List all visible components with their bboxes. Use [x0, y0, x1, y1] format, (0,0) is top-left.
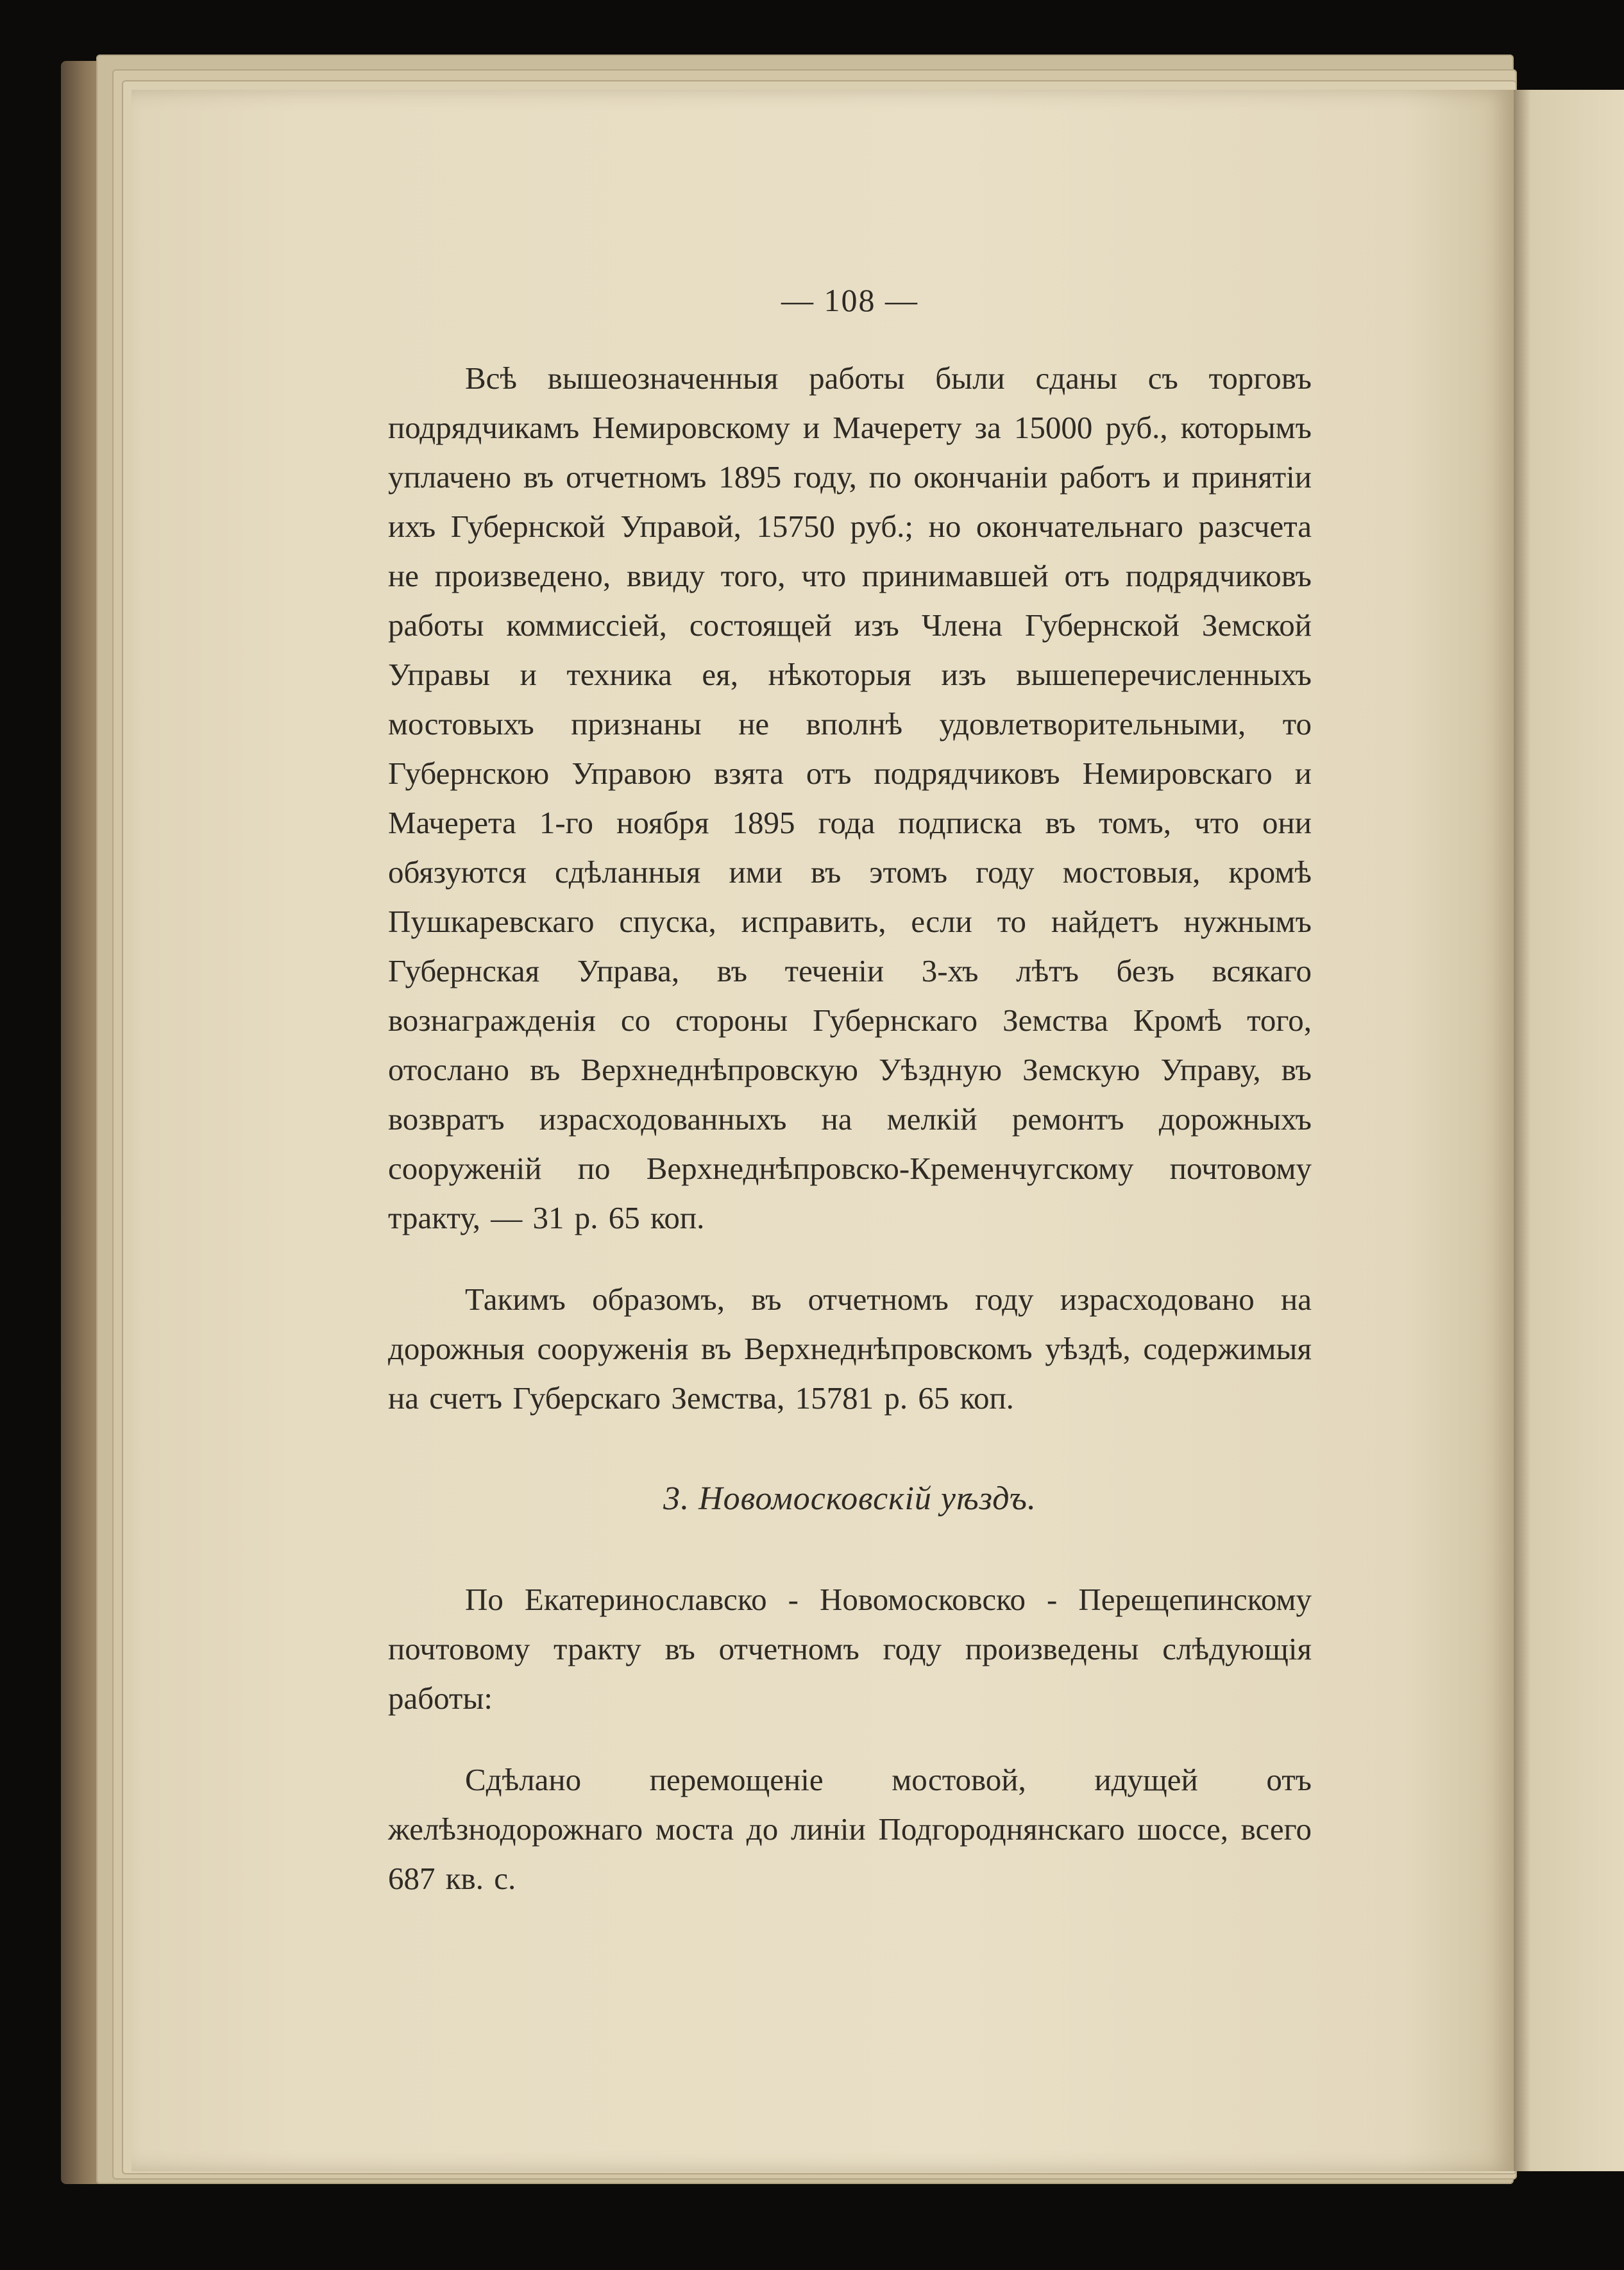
paragraph: Такимъ образомъ, въ отчетномъ году израсходовано на дорожныя сооруженія въ Верхнеднѣпровскомъ уѣздѣ, содержимыя на счетъ Губерскаго Земства, 15781 р. 65 коп.: [388, 1282, 1312, 1416]
section-title: 3. Новомосковскій уѣздъ.: [663, 1480, 1036, 1517]
paragraph: Сдѣлано перемощеніе мостовой, идущей отъ желѣзнодорожнаго моста до линіи Подгороднянскаго шоссе, всего 687 кв. с.: [388, 1762, 1312, 1896]
page-number: — 108 —: [781, 282, 918, 318]
page-text: [388, 276, 1312, 1903]
next-page-edge: [1510, 90, 1624, 2171]
paragraph: По Екатеринославско - Новомосковско - Перещепинскому почтовому тракту въ отчетномъ году произведены слѣдующія работы:: [388, 1582, 1312, 1716]
paragraph: Всѣ вышеозначенныя работы были сданы съ торговъ подрядчикамъ Немировскому и Мачерету за 15000 руб., которымъ уплачено въ отчетномъ 1895 году, по окончаніи работъ и принятіи ихъ Губернской Управой, 15750 руб.; но окончательнаго разсчета не произведено, ввиду того, что принимавшей отъ подрядчиковъ работы коммиссіей, состоящей изъ Члена Губернской Земской Управы и техника ея, нѣкоторыя изъ вышеперечисленныхъ мостовыхъ признаны не вполнѣ удовлетворительными, то Губернскою Управою взята отъ подрядчиковъ Немировскаго и Мачерета 1-го ноября 1895 года подписка въ томъ, что они обязуются сдѣланныя ими въ этомъ году мостовыя, кромѣ Пушкаревскаго спуска, исправить, если то найдетъ нужнымъ Губернская Управа, въ теченіи 3-хъ лѣтъ безъ всякаго вознагражденія со стороны Губернскаго Земства Кромѣ того, отослано въ Верхнеднѣпровскую Уѣздную Земскую Управу, въ возвратъ израсходованныхъ на мелкій ремонтъ дорожныхъ сооруженій по Верхнеднѣпровско-Кременчугскому почтовому тракту, — 31 р. 65 коп.: [388, 360, 1312, 1235]
